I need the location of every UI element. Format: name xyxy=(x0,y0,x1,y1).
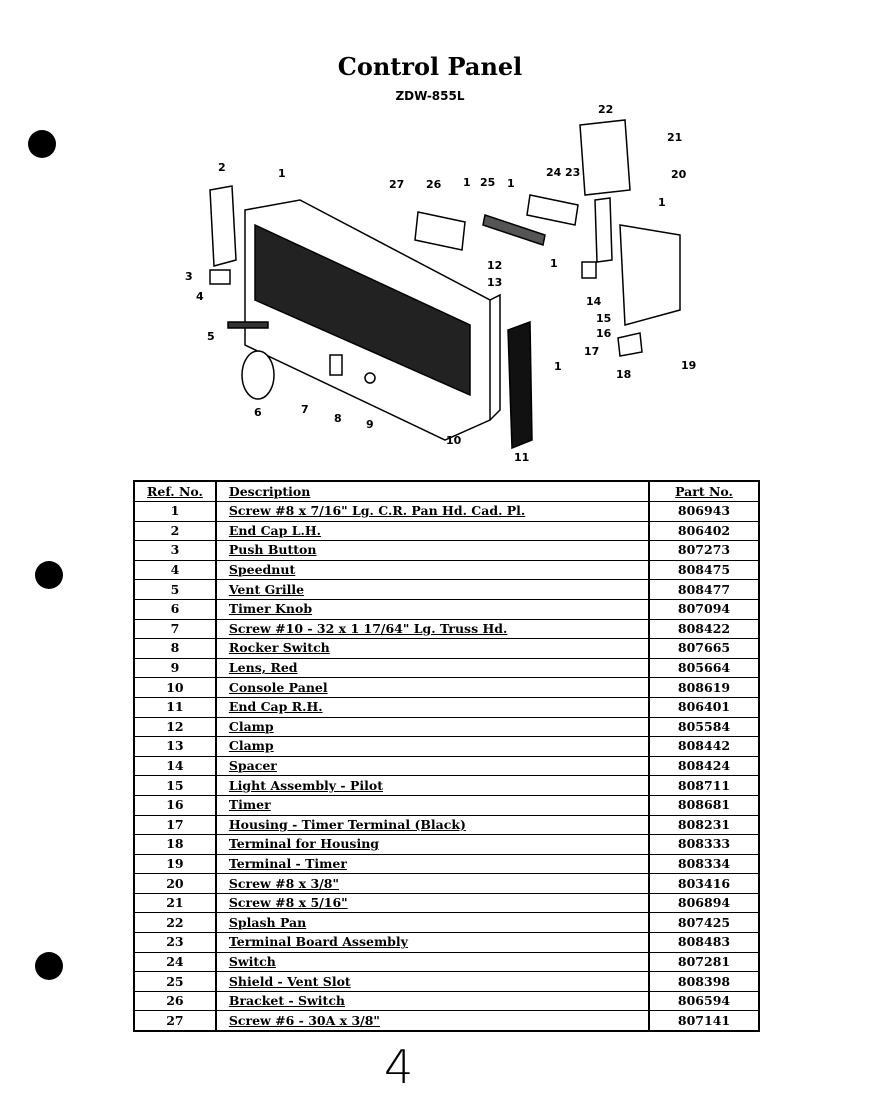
callout: 13 xyxy=(487,276,503,289)
callout: 3 xyxy=(185,270,193,283)
callout: 9 xyxy=(366,418,374,431)
part-no-cell: 808475 xyxy=(649,560,759,580)
callout: 15 xyxy=(596,312,612,325)
description-cell: Splash Pan xyxy=(216,913,649,933)
part-no-cell: 806894 xyxy=(649,893,759,913)
ref-no-cell: 14 xyxy=(134,756,216,776)
spacer xyxy=(582,262,596,278)
callout: 26 xyxy=(426,178,442,191)
callout: 27 xyxy=(389,178,405,191)
ref-no-cell: 16 xyxy=(134,795,216,815)
table-row xyxy=(134,521,759,541)
ref-no-cell: 24 xyxy=(134,952,216,972)
callout: 1 xyxy=(278,167,286,180)
callout: 16 xyxy=(596,327,612,340)
description-cell: Console Panel xyxy=(216,678,649,698)
description-cell: End Cap L.H. xyxy=(216,521,649,541)
callout: 1 xyxy=(463,176,471,189)
lens-red xyxy=(365,373,375,383)
ref-no-cell: 13 xyxy=(134,737,216,757)
part-no-cell: 806943 xyxy=(649,502,759,522)
ref-no-cell: 20 xyxy=(134,874,216,894)
description-cell: Timer Knob xyxy=(216,599,649,619)
ref-no-cell: 10 xyxy=(134,678,216,698)
ref-no-cell: 15 xyxy=(134,776,216,796)
model-number: ZDW-855L xyxy=(395,89,465,103)
callout: 20 xyxy=(671,168,687,181)
exploded-parts-diagram xyxy=(170,95,710,475)
end-cap-right xyxy=(508,322,532,448)
table-row xyxy=(134,619,759,639)
description-cell: Housing - Timer Terminal (Black) xyxy=(216,815,649,835)
table-row xyxy=(134,815,759,835)
table-row xyxy=(134,913,759,933)
description-cell: Terminal Board Assembly xyxy=(216,933,649,953)
description-cell: Shield - Vent Slot xyxy=(216,972,649,992)
table-row xyxy=(134,599,759,619)
callout: 14 xyxy=(586,295,602,308)
table-row xyxy=(134,580,759,600)
table-row xyxy=(134,541,759,561)
ref-no-cell: 3 xyxy=(134,541,216,561)
ref-no-cell: 17 xyxy=(134,815,216,835)
timer xyxy=(620,225,680,325)
callout: 1 xyxy=(507,177,515,190)
ref-no-cell: 6 xyxy=(134,599,216,619)
ref-no-cell: 5 xyxy=(134,580,216,600)
callout: 19 xyxy=(681,359,697,372)
description-cell: Light Assembly - Pilot xyxy=(216,776,649,796)
part-no-cell: 807273 xyxy=(649,541,759,561)
rocker-switch xyxy=(330,355,342,375)
timer-terminal-housing xyxy=(618,333,642,356)
ref-no-cell: 18 xyxy=(134,835,216,855)
table-row xyxy=(134,991,759,1011)
part-no-cell: 808422 xyxy=(649,619,759,639)
table-row xyxy=(134,502,759,522)
description-cell: Push Button xyxy=(216,541,649,561)
callout: 7 xyxy=(301,403,309,416)
switch-bracket xyxy=(415,212,465,250)
description-cell: Switch xyxy=(216,952,649,972)
callout: 25 xyxy=(480,176,496,189)
table-row xyxy=(134,756,759,776)
callout: 11 xyxy=(514,451,530,464)
description-cell: Clamp xyxy=(216,737,649,757)
vent-shield xyxy=(483,215,545,245)
callout: 8 xyxy=(334,412,342,425)
page-number: 4 xyxy=(384,1040,414,1094)
push-button xyxy=(210,270,230,284)
ref-no-cell: 8 xyxy=(134,639,216,659)
part-no-cell: 805584 xyxy=(649,717,759,737)
ref-no-cell: 11 xyxy=(134,697,216,717)
description-cell: Spacer xyxy=(216,756,649,776)
ref-no-cell: 2 xyxy=(134,521,216,541)
description-cell: Vent Grille xyxy=(216,580,649,600)
part-no-cell: 808398 xyxy=(649,972,759,992)
ref-no-cell: 12 xyxy=(134,717,216,737)
description-cell: Rocker Switch xyxy=(216,639,649,659)
header-description: Description xyxy=(216,481,649,502)
table-row xyxy=(134,697,759,717)
description-cell: Bracket - Switch xyxy=(216,991,649,1011)
ref-no-cell: 23 xyxy=(134,933,216,953)
parts-table xyxy=(133,480,760,1032)
part-no-cell: 808477 xyxy=(649,580,759,600)
ref-no-cell: 4 xyxy=(134,560,216,580)
callout: 24 xyxy=(546,166,562,179)
description-cell: Screw #8 x 3/8" xyxy=(216,874,649,894)
switch xyxy=(527,195,578,225)
table-row xyxy=(134,737,759,757)
table-row xyxy=(134,835,759,855)
table-row xyxy=(134,933,759,953)
binder-hole xyxy=(28,130,56,158)
description-cell: Timer xyxy=(216,795,649,815)
description-cell: Lens, Red xyxy=(216,658,649,678)
table-row xyxy=(134,678,759,698)
callout: 1 xyxy=(658,196,666,209)
ref-no-cell: 27 xyxy=(134,1011,216,1031)
callout: 4 xyxy=(196,290,204,303)
splash-pan xyxy=(580,120,630,195)
part-no-cell: 808483 xyxy=(649,933,759,953)
description-cell: Screw #8 x 5/16" xyxy=(216,893,649,913)
ref-no-cell: 19 xyxy=(134,854,216,874)
callout: 23 xyxy=(565,166,581,179)
table-row xyxy=(134,893,759,913)
callout: 10 xyxy=(446,434,462,447)
callout: 22 xyxy=(598,103,614,116)
description-cell: Terminal for Housing xyxy=(216,835,649,855)
description-cell: Clamp xyxy=(216,717,649,737)
callout: 1 xyxy=(550,257,558,270)
ref-no-cell: 25 xyxy=(134,972,216,992)
description-cell: Speednut xyxy=(216,560,649,580)
part-no-cell: 807281 xyxy=(649,952,759,972)
callout: 12 xyxy=(487,259,503,272)
part-no-cell: 808711 xyxy=(649,776,759,796)
part-no-cell: 807141 xyxy=(649,1011,759,1031)
table-row xyxy=(134,952,759,972)
table-row xyxy=(134,854,759,874)
callout: 2 xyxy=(218,161,226,174)
terminal-board xyxy=(595,198,612,262)
vent-grille xyxy=(228,322,268,328)
part-no-cell: 806402 xyxy=(649,521,759,541)
part-no-cell: 808334 xyxy=(649,854,759,874)
description-cell: Screw #10 - 32 x 1 17/64" Lg. Truss Hd. xyxy=(216,619,649,639)
table-row xyxy=(134,972,759,992)
timer-knob xyxy=(242,351,274,399)
part-no-cell: 807665 xyxy=(649,639,759,659)
table-row xyxy=(134,874,759,894)
callout: 1 xyxy=(554,360,562,373)
description-cell: Screw #8 x 7/16" Lg. C.R. Pan Hd. Cad. Pl. xyxy=(216,502,649,522)
table-row xyxy=(134,717,759,737)
ref-no-cell: 26 xyxy=(134,991,216,1011)
part-no-cell: 808619 xyxy=(649,678,759,698)
part-no-cell: 807094 xyxy=(649,599,759,619)
callout: 17 xyxy=(584,345,600,358)
part-no-cell: 806401 xyxy=(649,697,759,717)
callout: 5 xyxy=(207,330,215,343)
part-no-cell: 808442 xyxy=(649,737,759,757)
binder-hole xyxy=(35,561,63,589)
part-no-cell: 808231 xyxy=(649,815,759,835)
ref-no-cell: 1 xyxy=(134,502,216,522)
callout: 21 xyxy=(667,131,683,144)
ref-no-cell: 21 xyxy=(134,893,216,913)
table-header-row xyxy=(134,481,759,502)
ref-no-cell: 22 xyxy=(134,913,216,933)
callout: 18 xyxy=(616,368,632,381)
callout: 6 xyxy=(254,406,262,419)
page-title: Control Panel xyxy=(337,52,523,81)
ref-no-cell: 9 xyxy=(134,658,216,678)
part-no-cell: 806594 xyxy=(649,991,759,1011)
table-row xyxy=(134,639,759,659)
part-no-cell: 808333 xyxy=(649,835,759,855)
ref-no-cell: 7 xyxy=(134,619,216,639)
part-no-cell: 808681 xyxy=(649,795,759,815)
part-no-cell: 807425 xyxy=(649,913,759,933)
table-row xyxy=(134,795,759,815)
table-row xyxy=(134,1011,759,1031)
header-part-no: Part No. xyxy=(649,481,759,502)
end-cap-left xyxy=(210,186,236,266)
description-cell: Terminal - Timer xyxy=(216,854,649,874)
part-no-cell: 803416 xyxy=(649,874,759,894)
binder-hole xyxy=(35,952,63,980)
table-row xyxy=(134,560,759,580)
description-cell: End Cap R.H. xyxy=(216,697,649,717)
table-row xyxy=(134,658,759,678)
part-no-cell: 808424 xyxy=(649,756,759,776)
header-ref-no: Ref. No. xyxy=(134,481,216,502)
description-cell: Screw #6 - 30A x 3/8" xyxy=(216,1011,649,1031)
part-no-cell: 805664 xyxy=(649,658,759,678)
table-row xyxy=(134,776,759,796)
